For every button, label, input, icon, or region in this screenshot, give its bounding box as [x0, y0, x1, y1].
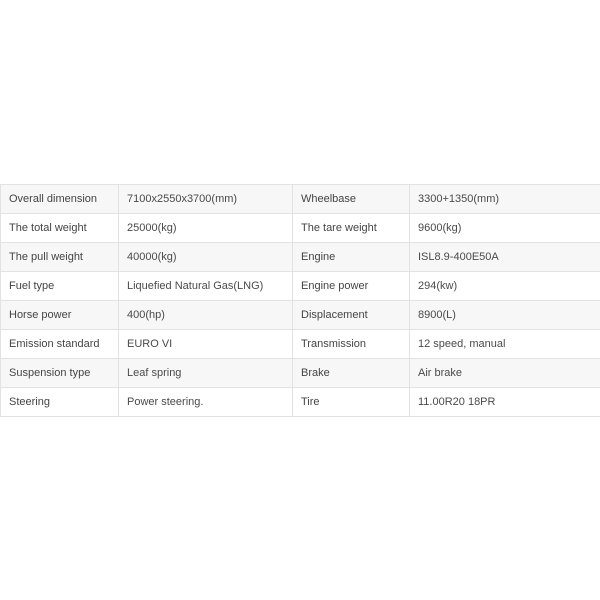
spec-value: Power steering. — [119, 388, 293, 417]
spec-label: Engine — [293, 243, 410, 272]
spec-label: The pull weight — [1, 243, 119, 272]
spec-value: 7100x2550x3700(mm) — [119, 185, 293, 214]
spec-label: The total weight — [1, 214, 119, 243]
spec-value: EURO VI — [119, 330, 293, 359]
spec-value: 9600(kg) — [410, 214, 600, 243]
spec-label: Horse power — [1, 301, 119, 330]
spec-label: Transmission — [293, 330, 410, 359]
spec-label: Overall dimension — [1, 185, 119, 214]
spec-value: Leaf spring — [119, 359, 293, 388]
spec-value: 3300+1350(mm) — [410, 185, 600, 214]
spec-value: 25000(kg) — [119, 214, 293, 243]
spec-label: Wheelbase — [293, 185, 410, 214]
spec-label: The tare weight — [293, 214, 410, 243]
table-row — [1, 243, 600, 272]
spec-value: 11.00R20 18PR — [410, 388, 600, 417]
spec-label: Fuel type — [1, 272, 119, 301]
spec-label: Displacement — [293, 301, 410, 330]
spec-label: Emission standard — [1, 330, 119, 359]
table-row — [1, 301, 600, 330]
spec-value: Liquefied Natural Gas(LNG) — [119, 272, 293, 301]
table-row — [1, 330, 600, 359]
table-row — [1, 185, 600, 214]
spec-value: 8900(L) — [410, 301, 600, 330]
spec-label: Suspension type — [1, 359, 119, 388]
table-row — [1, 388, 600, 417]
spec-value: Air brake — [410, 359, 600, 388]
spec-value: 40000(kg) — [119, 243, 293, 272]
table-row — [1, 214, 600, 243]
table-row — [1, 359, 600, 388]
spec-label: Steering — [1, 388, 119, 417]
spec-label: Tire — [293, 388, 410, 417]
spec-table — [0, 184, 600, 417]
spec-value: ISL8.9-400E50A — [410, 243, 600, 272]
spec-label: Engine power — [293, 272, 410, 301]
spec-value: 294(kw) — [410, 272, 600, 301]
table-row — [1, 272, 600, 301]
spec-value: 400(hp) — [119, 301, 293, 330]
spec-label: Brake — [293, 359, 410, 388]
spec-value: 12 speed, manual — [410, 330, 600, 359]
